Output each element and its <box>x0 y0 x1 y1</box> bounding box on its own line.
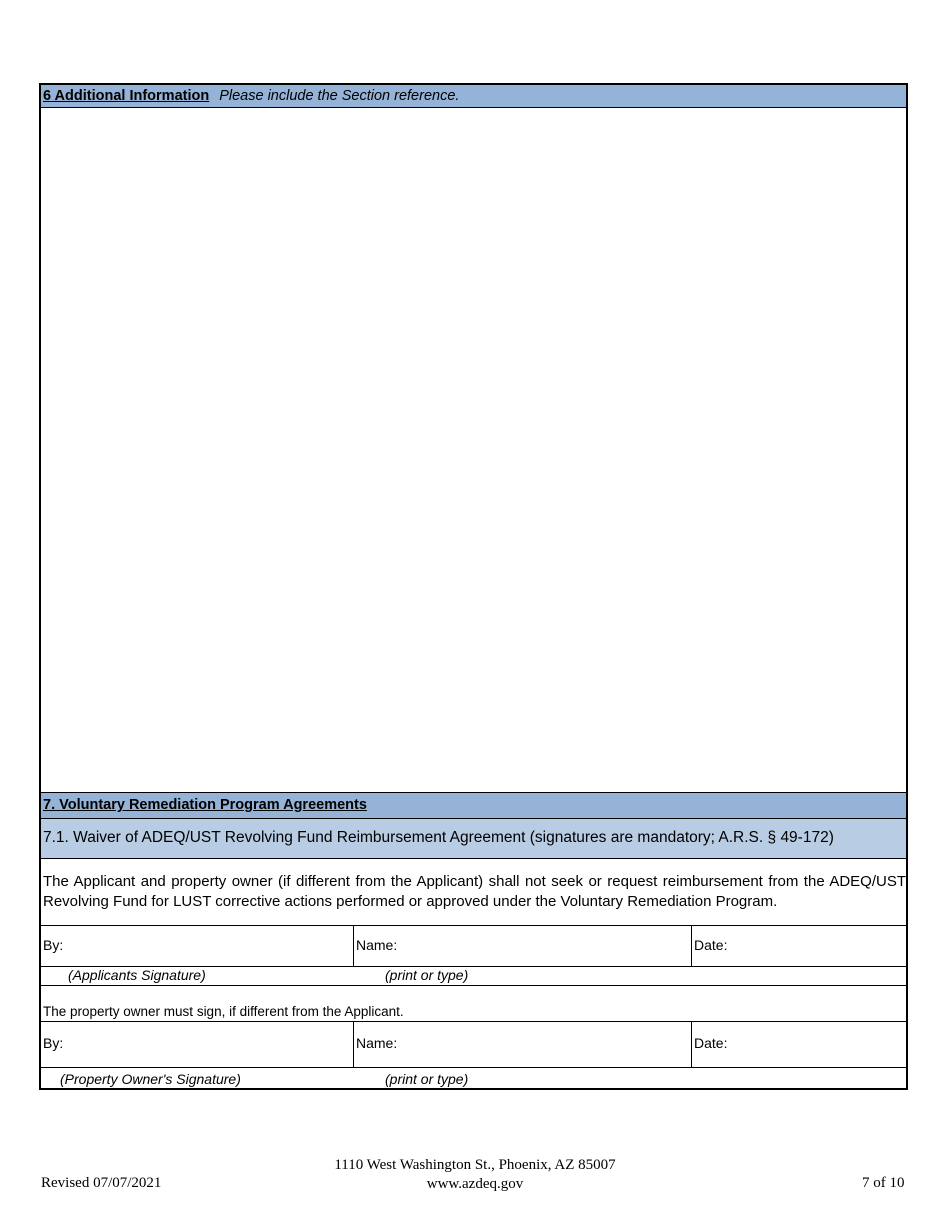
applicant-date-label: Date: <box>694 937 728 953</box>
section-7-header <box>41 792 906 819</box>
applicant-by-field[interactable] <box>41 926 354 966</box>
additional-information-field[interactable] <box>41 108 906 792</box>
revised-date: Revised 07/07/2021 <box>41 1175 162 1191</box>
applicant-name-field[interactable] <box>354 926 692 966</box>
owner-signature-caption: (Property Owner's Signature) <box>60 1071 241 1087</box>
owner-by-label: By: <box>43 1035 64 1051</box>
applicant-date-field[interactable] <box>692 926 906 966</box>
owner-name-label: Name: <box>356 1035 398 1051</box>
owner-signature-row <box>41 1022 906 1068</box>
owner-date-label: Date: <box>694 1035 728 1051</box>
owner-by-field[interactable] <box>41 1022 354 1067</box>
footer-address-block <box>0 1156 950 1194</box>
owner-note: The property owner must sign, if different from the Applicant. <box>41 986 906 1022</box>
page-number: 7 of 10 <box>862 1175 905 1191</box>
section-7-title: 7. Voluntary Remediation Program Agreements <box>43 797 367 813</box>
waiver-paragraph: The Applicant and property owner (if different from the Applicant) shall not seek or request reimbursement from the ADEQ/UST Revolving Fund for LUST corrective actions performed or approved under the Voluntary Remediation Program. <box>41 859 906 926</box>
section-6-title: 6 Additional Information <box>43 88 210 104</box>
applicant-captions <box>41 967 906 986</box>
owner-captions <box>41 1068 906 1090</box>
section-6-header <box>41 85 906 108</box>
applicant-name-label: Name: <box>356 937 398 953</box>
applicant-print-caption: (print or type) <box>385 967 469 983</box>
footer-website: www.azdeq.gov <box>426 1176 524 1192</box>
owner-name-field[interactable] <box>354 1022 692 1067</box>
applicant-signature-row <box>41 926 906 967</box>
footer-address: 1110 West Washington St., Phoenix, AZ 85007 <box>334 1157 616 1173</box>
section-7-1-header: 7.1. Waiver of ADEQ/UST Revolving Fund Reimbursement Agreement (signatures are mandatory; A.R.S. § 49-172) <box>41 819 906 859</box>
form-frame <box>39 83 908 1090</box>
applicant-signature-caption: (Applicants Signature) <box>68 967 206 983</box>
owner-print-caption: (print or type) <box>385 1071 469 1087</box>
section-6-instruction: Please include the Section reference. <box>219 88 460 104</box>
applicant-by-label: By: <box>43 937 64 953</box>
owner-date-field[interactable] <box>692 1022 906 1067</box>
